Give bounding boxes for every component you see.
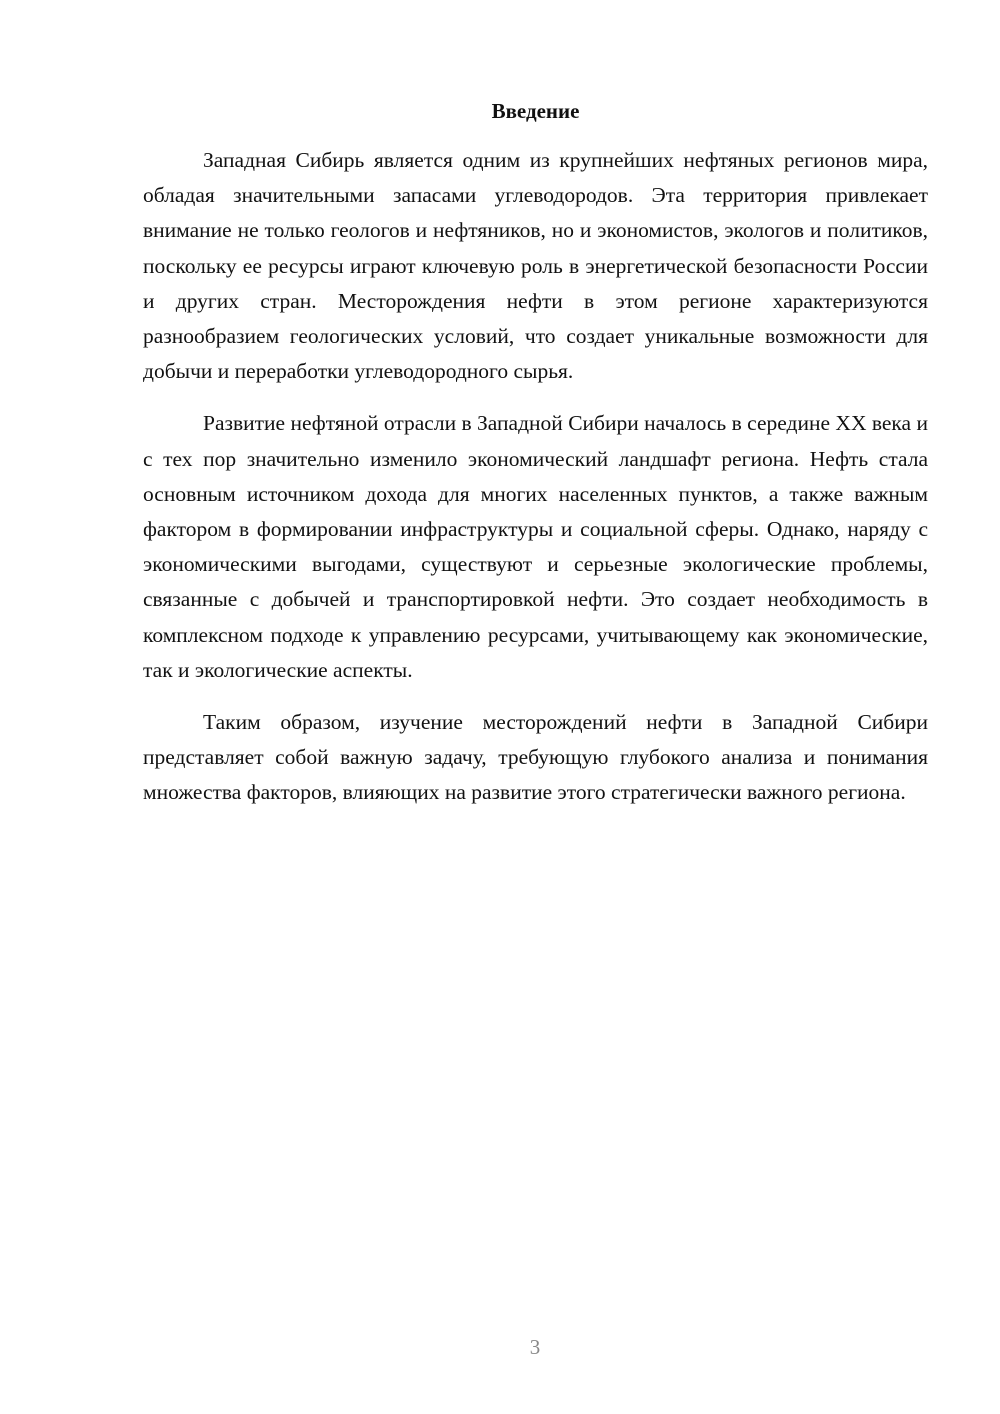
section-heading: Введение bbox=[491, 99, 580, 123]
paragraph-3: Таким образом, изучение месторождений нефти в Западной Сибири представляет собой важную задачу, требующую глубокого анализа и понимания множества факторов, влияющих на развитие этого стратегически важного региона. bbox=[143, 710, 928, 805]
paragraph-2: Развитие нефтяной отрасли в Западной Сибири началось в середине XX века и с тех пор значительно изменило экономический ландшафт региона. Нефть стала основным источником дохода для многих населенных пунктов, а также важным фактором в формировании инфраструктуры и социальной сферы. Однако, наряду с экономическими выгодами, существуют и серьезные экологические проблемы, связанные с добычей и транспортировкой нефти. Это создает необходимость в комплексном подходе к управлению ресурсами, учитывающему как экономические, так и экологические аспекты. bbox=[143, 411, 928, 682]
paragraph-1: Западная Сибирь является одним из крупнейших нефтяных регионов мира, обладая значительными запасами углеводородов. Эта территория привлекает внимание не только геологов и нефтяников, но и экономистов, экологов и политиков, поскольку ее ресурсы играют ключевую роль в энергетической безопасности России и других стран. Месторождения нефти в этом регионе характеризуются разнообразием геологических условий, что создает уникальные возможности для добычи и переработки углеводородного сырья. bbox=[143, 148, 928, 384]
body-text bbox=[143, 143, 928, 828]
page-number: 3 bbox=[529, 1335, 541, 1359]
